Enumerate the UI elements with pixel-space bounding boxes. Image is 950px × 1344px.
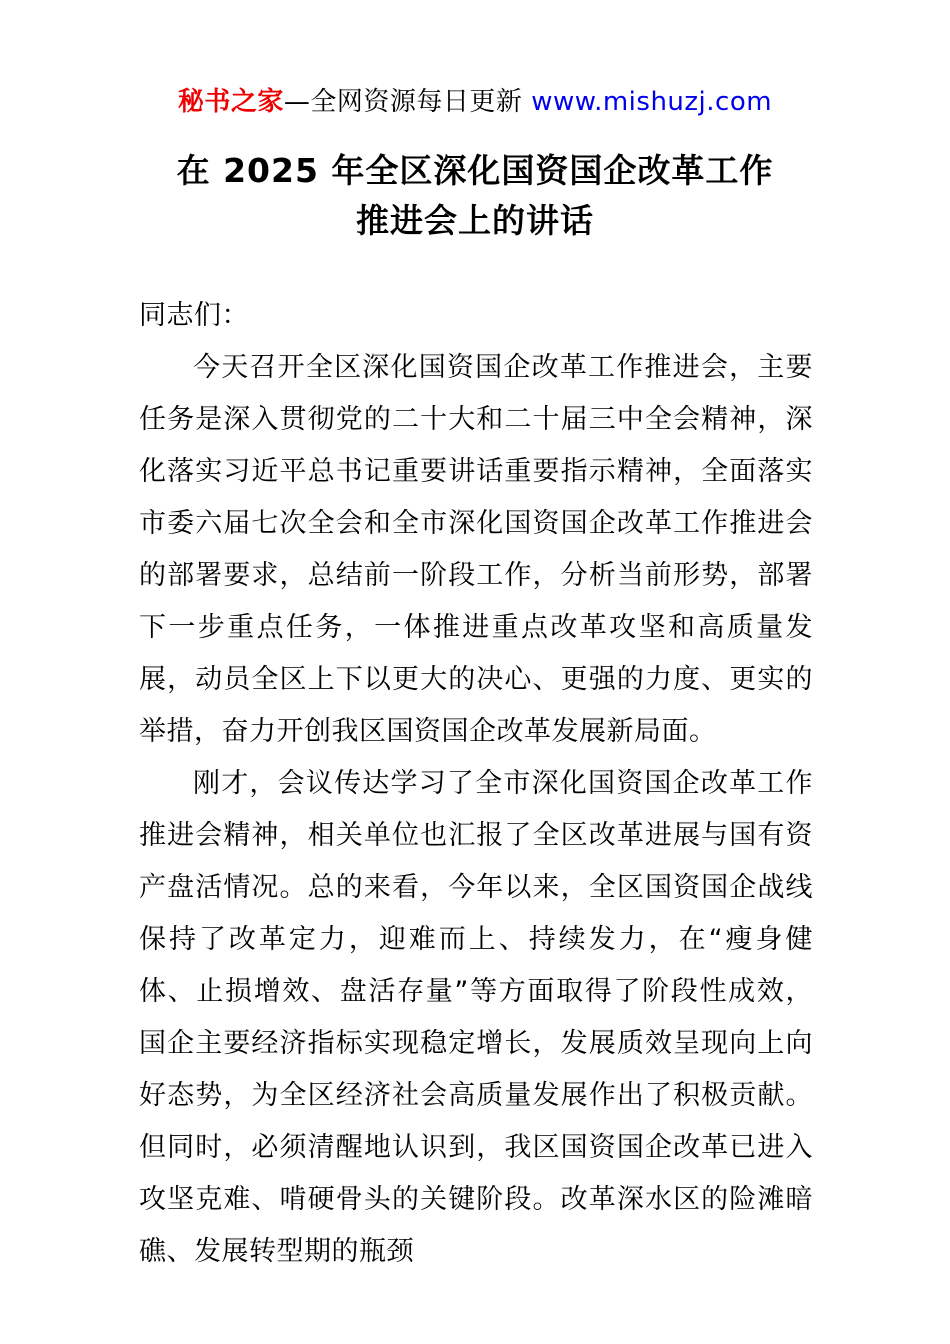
body-paragraph: 刚才，会议传达学习了全市深化国资国企改革工作推进会精神，相关单位也汇报了全区改革进展与国有资产盘活情况。总的来看，今年以来，全区国资国企战线保持了改革定力，迎难而上、持续发力，在“瘦身健体、止损增效、盘活存量”等方面取得了阶段性成效，国企主要经济指标实现稳定增长，发展质效呈现向上向好态势，为全区经济社会高质量发展作出了积极贡献。但同时，必须清醒地认识到，我区国资国企改革已进入攻坚克难、啃硬骨头的关键阶段。改革深水区的险滩暗礁、发展转型期的瓶颈 bbox=[139, 768, 813, 1267]
document-body bbox=[139, 290, 813, 1278]
title-line-2: 推进会上的讲话 bbox=[356, 201, 594, 240]
document-title bbox=[0, 146, 950, 246]
header-tagline: —全网资源每日更新 bbox=[283, 87, 532, 117]
title-line-1: 在 2025 年全区深化国资国企改革工作 bbox=[176, 151, 774, 190]
site-header bbox=[0, 84, 950, 120]
site-url-link[interactable]: www.mishuzj.com bbox=[531, 87, 773, 117]
brand-name: 秘书之家 bbox=[177, 87, 284, 117]
body-paragraph: 今天召开全区深化国资国企改革工作推进会，主要任务是深入贯彻党的二十大和二十届三中全会精神，深化落实习近平总书记重要讲话重要指示精神，全面落实市委六届七次全会和全市深化国资国企改革工作推进会的部署要求，总结前一阶段工作，分析当前形势，部署下一步重点任务，一体推进重点改革攻坚和高质量发展，动员全区上下以更大的决心、更强的力度、更实的举措，奋力开创我区国资国企改革发展新局面。 bbox=[139, 352, 813, 747]
salutation: 同志们： bbox=[139, 300, 249, 331]
